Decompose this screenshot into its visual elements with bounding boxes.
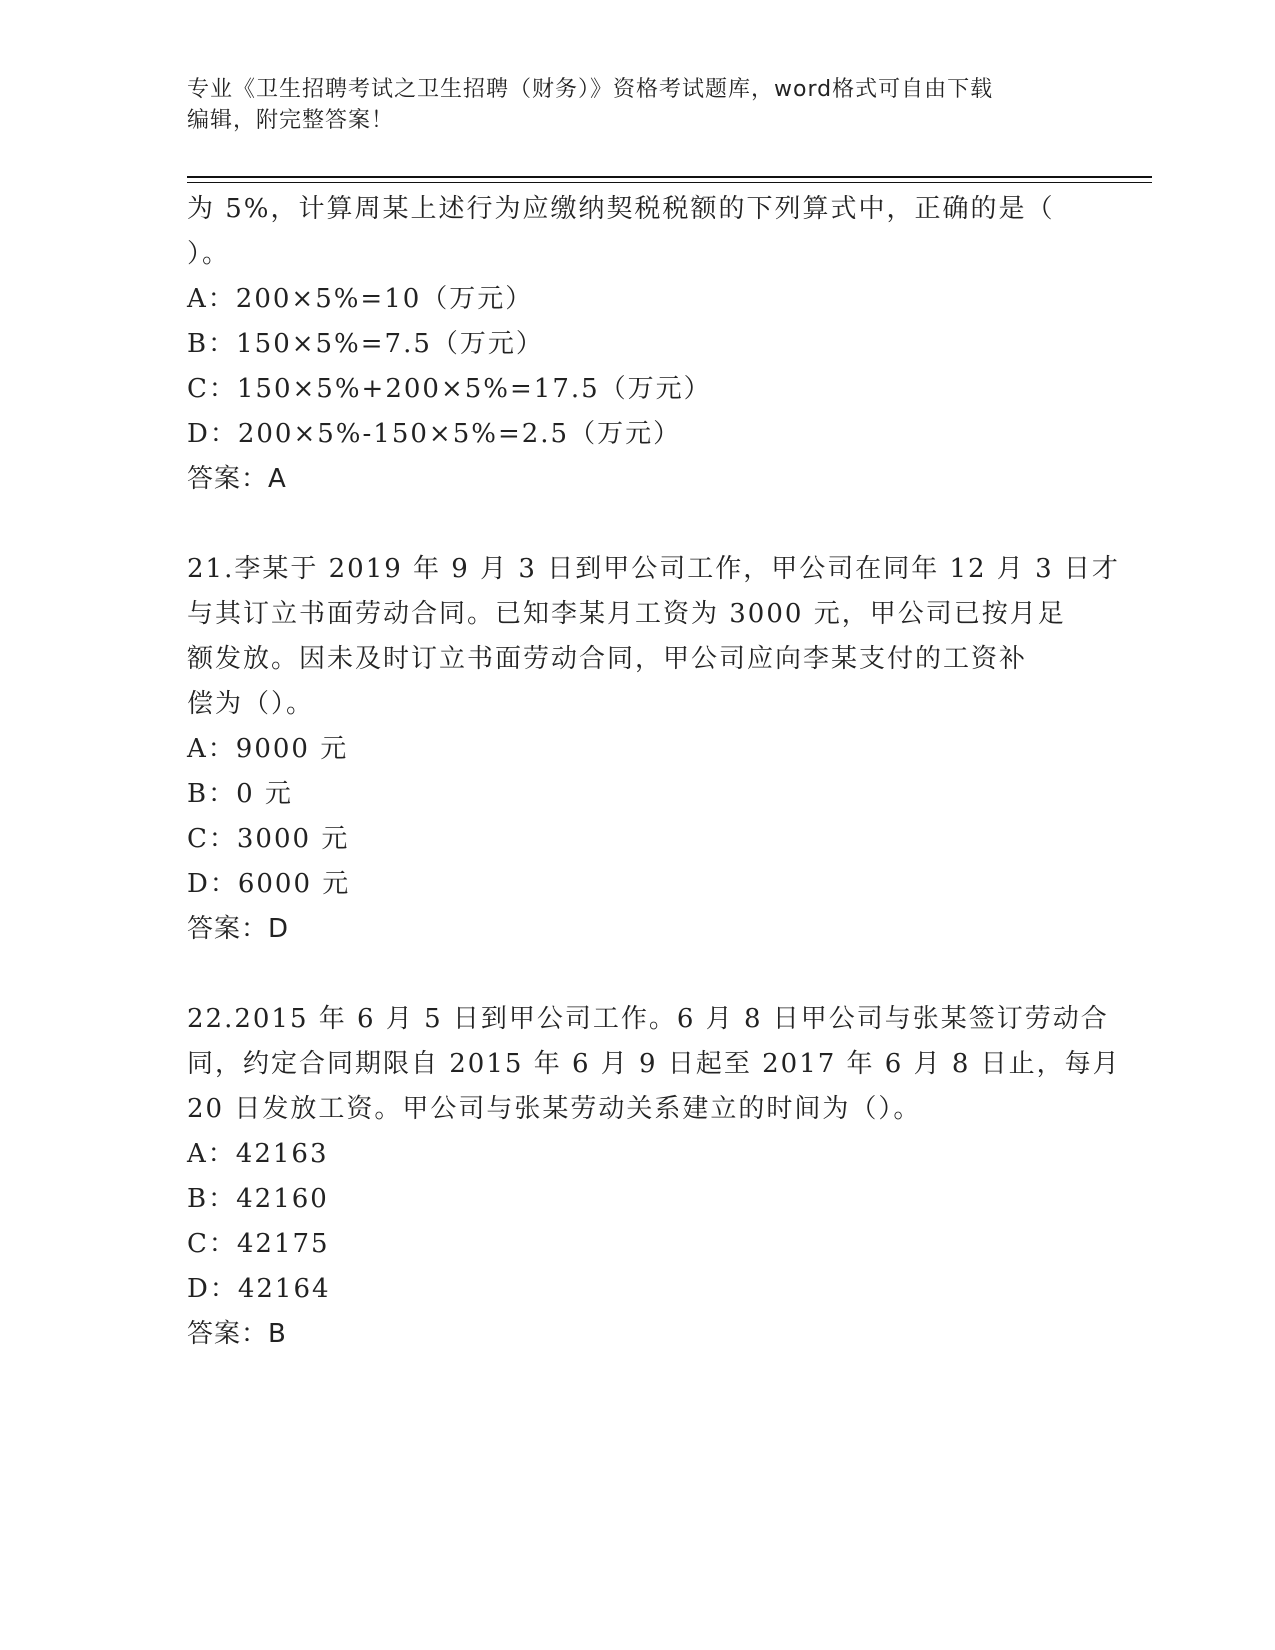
option-a: A：42163	[187, 1139, 329, 1169]
option-b: B：42160	[187, 1184, 329, 1214]
question-list	[187, 187, 1121, 1357]
question-stem-line: 与其订立书面劳动合同。已知李某月工资为 3000 元，甲公司已按月足	[187, 599, 1066, 629]
question-spacer	[187, 502, 1087, 547]
option-a: A：9000 元	[187, 734, 349, 764]
document-header	[187, 74, 1067, 136]
question-stem-line: 偿为（）。	[187, 689, 315, 719]
header-line-2: 编辑，附完整答案！	[187, 108, 395, 133]
question-stem-line: 22.2015 年 6 月 5 日到甲公司工作。6 月 8 日甲公司与张某签订劳动合	[187, 1004, 1109, 1034]
header-rule-thick	[187, 176, 1152, 178]
option-b: B：150×5%=7.5（万元）	[187, 329, 544, 359]
question-stem-line: 为 5%，计算周某上述行为应缴纳契税税额的下列算式中，正确的是（	[187, 194, 1055, 224]
answer-line: 答案：D	[187, 914, 290, 944]
option-c: C：3000 元	[187, 824, 350, 854]
option-a: A：200×5%=10（万元）	[187, 284, 534, 314]
option-b: B：0 元	[187, 779, 293, 809]
answer-line: 答案：B	[187, 1319, 287, 1349]
question-21	[187, 547, 1120, 952]
question-stem-line: 同，约定合同期限自 2015 年 6 月 9 日起至 2017 年 6 月 8 日止，每月	[187, 1049, 1121, 1079]
option-c: C：42175	[187, 1229, 330, 1259]
question-stem-line: ）。	[187, 239, 231, 269]
question-20	[187, 187, 1087, 502]
question-22	[187, 997, 1121, 1357]
option-d: D：42164	[187, 1274, 331, 1304]
option-c: C：150×5%+200×5%=17.5（万元）	[187, 374, 712, 404]
question-spacer	[187, 952, 1087, 997]
header-line-1: 专业《卫生招聘考试之卫生招聘（财务）》资格考试题库，word格式可自由下载	[187, 77, 994, 102]
answer-line: 答案：A	[187, 464, 287, 494]
question-stem-line: 20 日发放工资。甲公司与张某劳动关系建立的时间为（）。	[187, 1094, 922, 1124]
option-d: D：6000 元	[187, 869, 351, 899]
question-stem-line: 额发放。因未及时订立书面劳动合同，甲公司应向李某支付的工资补	[187, 644, 1028, 674]
header-rule-thin	[187, 182, 1152, 183]
option-d: D：200×5%-150×5%=2.5（万元）	[187, 419, 682, 449]
question-stem-line: 21.李某于 2019 年 9 月 3 日到甲公司工作，甲公司在同年 12 月 3 日才	[187, 554, 1120, 584]
